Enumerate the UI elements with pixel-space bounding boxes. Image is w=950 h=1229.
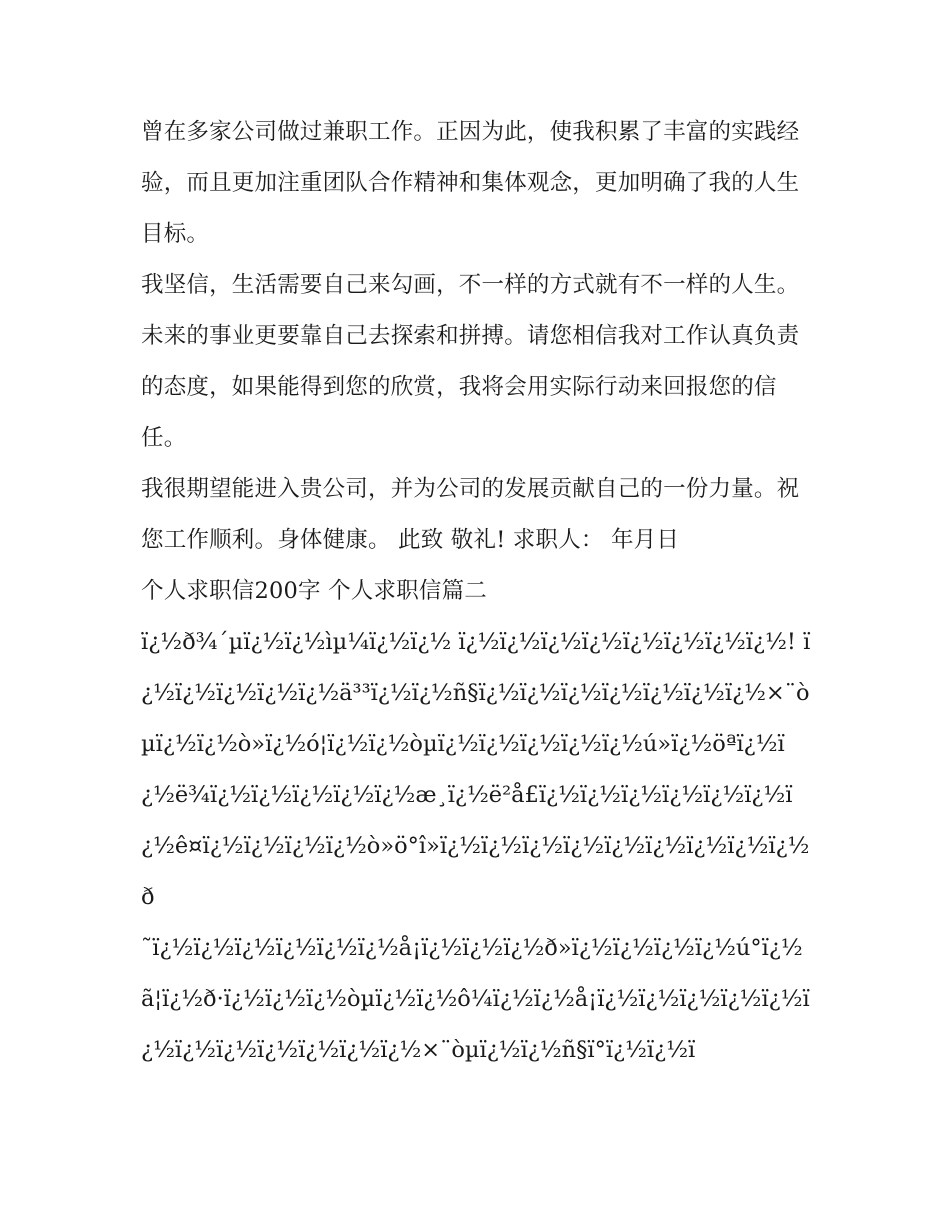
- section-heading: 个人求职信200字 个人求职信篇二: [141, 578, 487, 604]
- paragraph-belief: 我坚信，生活需要自己来勾画，不一样的方式就有不一样的人生。未来的事业更要靠自己去探索和拼搏。请您相信我对工作认真负责的态度，如果能得到您的欣赏，我将会用实际行动来回报您的信任。: [141, 272, 800, 451]
- paragraph-experience: 曾在多家公司做过兼职工作。正因为此，使我积累了丰富的实践经验，而且更加注重团队合作精神和集体观念，更加明确了我的人生目标。: [141, 119, 800, 247]
- paragraph-closing: 我很期望能进入贵公司，并为公司的发展贡献自己的一份力量。祝您工作顺利。身体健康。 此致 敬礼! 求职人： 年月日: [141, 476, 800, 553]
- garbled-paragraph-2: ˜ï¿½ï¿½ï¿½ï¿½ï¿½ï¿½å¡ï¿½ï¿½ï¿½ð»ï¿½ï¿½ï¿½ï¿½ú°ï¿½ã¦ï¿½ð·ï¿½ï¿½ï¿½òµï¿½ï¿½ô¼ï¿½ï¿½å¡ï¿½ï¿½ï¿½ï¿½ï¿½ï¿½ï¿½ï¿½ï¿½ï¿½ï¿½ï¿½×¨òµï¿½ï¿½ñ§ï°ï¿½ï¿½ï: [141, 935, 810, 1063]
- document-body: [141, 107, 813, 1076]
- garbled-paragraph-1: ï¿½ð¾´µï¿½ï¿½ìµ¼ï¿½ï¿½ ï¿½ï¿½ï¿½ï¿½ï¿½ï¿½ï¿½ï¿½! ï¿½ï¿½ï¿½ï¿½ï¿½ä³³ï¿½ï¿½ñ§ï¿½ï¿½ï¿½ï¿½ï¿½ï¿½ï¿½×¨òµï¿½ï¿½ò»ï¿½ó¦ï¿½ï¿½òµï¿½ï¿½ï¿½ï¿½ï¿½ú»ï¿½öªï¿½ï¿½ë¾ï¿½ï¿½ï¿½ï¿½ï¿½æ¸ï¿½ë²å£ï¿½ï¿½ï¿½ï¿½ï¿½ï¿½ï¿½ê¤ï¿½ï¿½ï¿½ï¿½ò»ö°î»ï¿½ï¿½ï¿½ï¿½ï¿½ï¿½ï¿½ï¿½ï¿½ð: [141, 629, 811, 910]
